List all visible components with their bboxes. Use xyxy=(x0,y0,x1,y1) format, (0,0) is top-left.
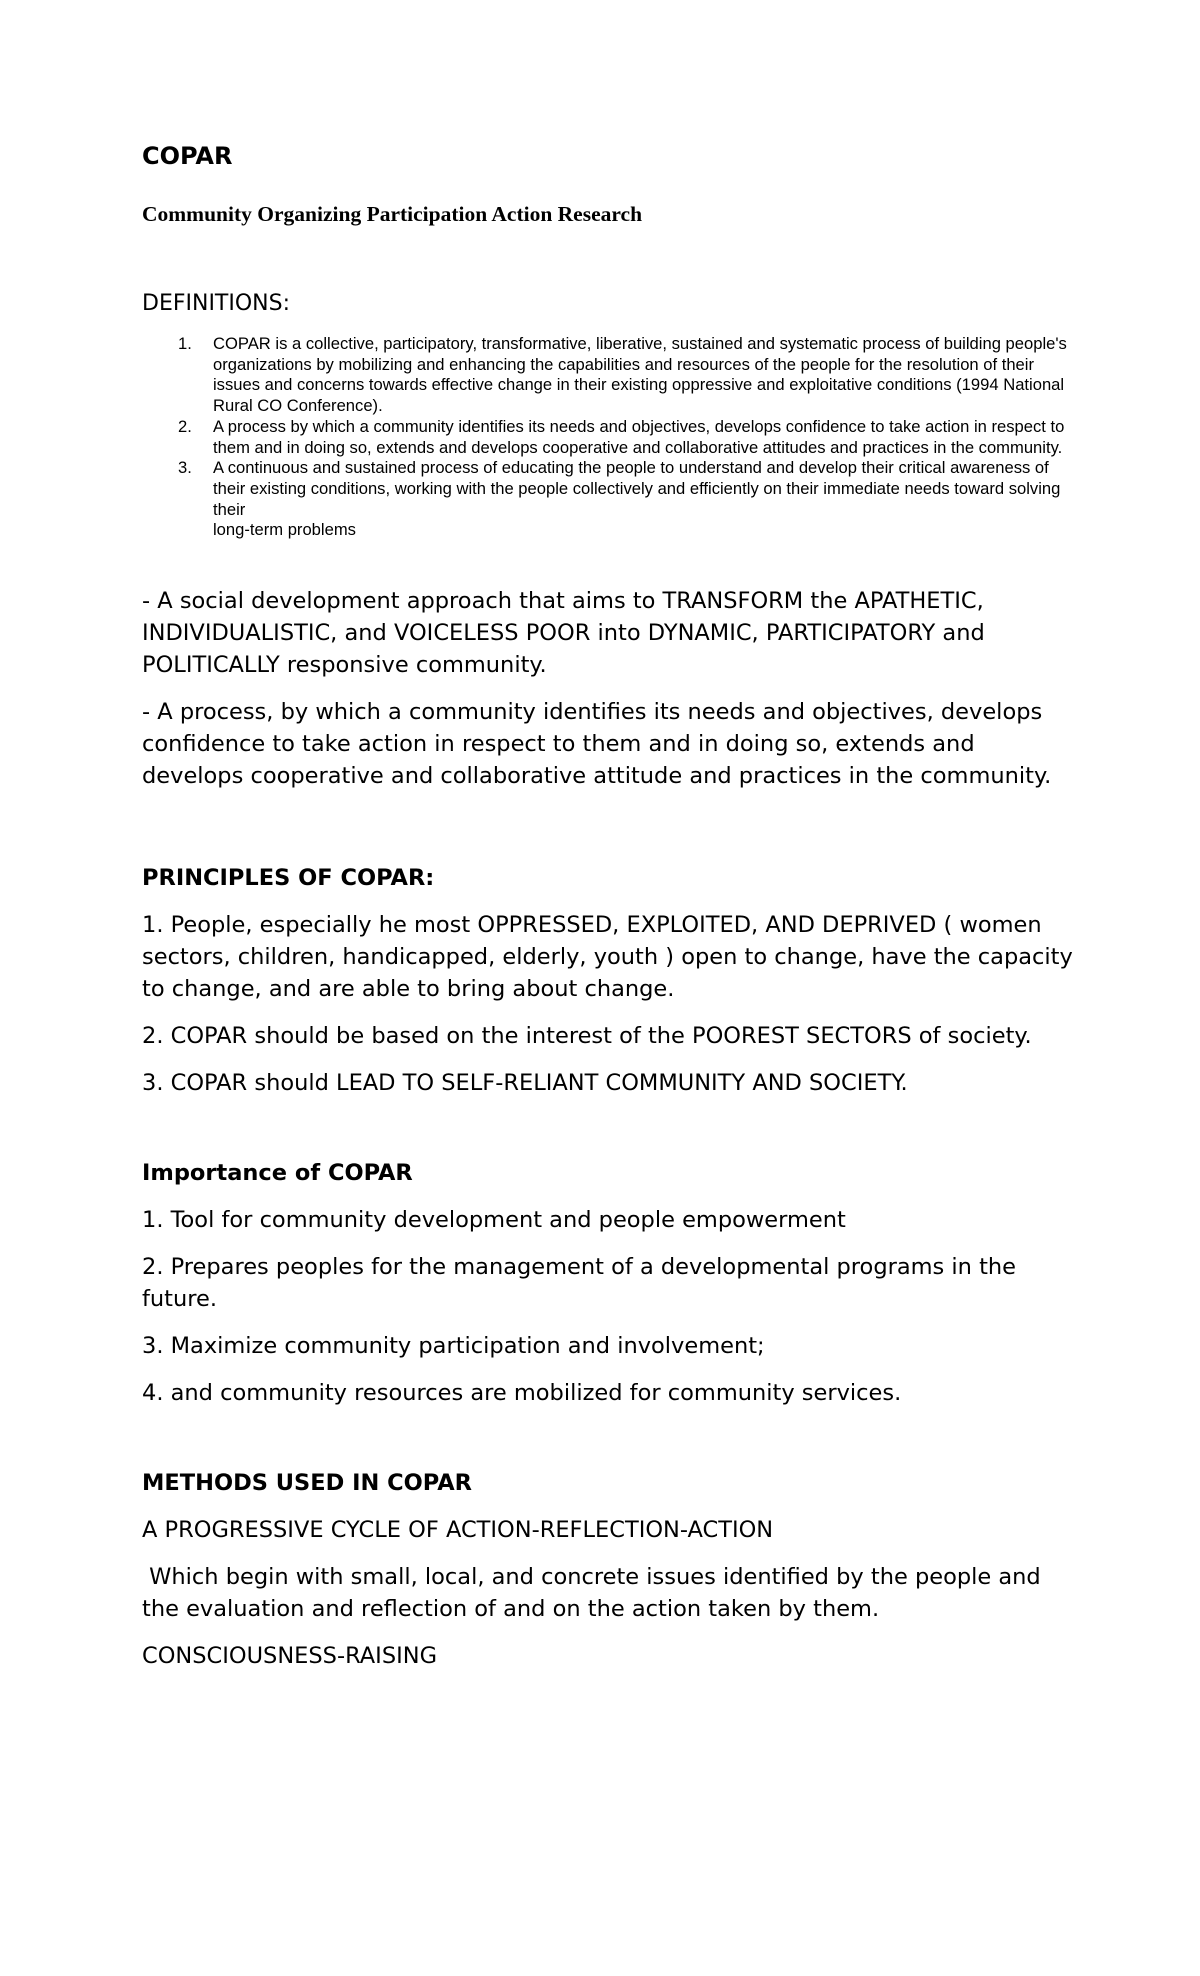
definition-text: COPAR is a collective, participatory, transformative, liberative, sustained and systematic process of building people's organizations by mobilizing and enhancing the capabilities and resources of the people for the resolution of their issues and concerns towards effective change in their existing oppressive and exploitative conditions (1994 National Rural CO Conference). xyxy=(213,334,1067,416)
principle-item: 2. COPAR should be based on the interest of the POOREST SECTORS of society. xyxy=(142,1023,1032,1050)
methods-next-heading: CONSCIOUSNESS-RAISING xyxy=(142,1643,438,1670)
definition-number: 3. xyxy=(178,458,192,478)
importance-item: 1. Tool for community development and people empowerment xyxy=(142,1207,846,1234)
definition-text: A continuous and sustained process of educating the people to understand and develop their critical awareness of their existing conditions, working with the people collectively and efficiently on their immediate needs toward solving their xyxy=(213,458,1061,519)
methods-heading: METHODS USED IN COPAR xyxy=(142,1470,472,1497)
definition-text: A process by which a community identifies its needs and objectives, develops confidence to take action in respect to them and in doing so, extends and develops cooperative and collaborative attitudes and practices in the community. xyxy=(213,416,1065,457)
description-paragraph: - A process, by which a community identifies its needs and objectives, develops confidence to take action in respect to them and in doing so, extends and develops cooperative and collaborative attitude and practices in the community. xyxy=(142,699,1052,790)
definitions-heading: DEFINITIONS: xyxy=(142,291,291,316)
principle-item: 1. People, especially he most OPPRESSED, EXPLOITED, AND DEPRIVED ( women sectors, children, handicapped, elderly, youth ) open to change, have the capacity to change, and are able to bring about change. xyxy=(142,912,1073,1003)
definition-item xyxy=(142,334,1082,417)
descriptions-block xyxy=(142,585,1082,792)
principles-heading: PRINCIPLES OF COPAR: xyxy=(142,865,435,892)
definition-text-continuation: long-term problems xyxy=(213,520,356,540)
definition-item xyxy=(142,417,1082,458)
principles-list xyxy=(142,909,1082,1099)
document-page xyxy=(142,138,1082,1687)
definitions-list xyxy=(142,334,1082,541)
importance-list xyxy=(142,1204,1082,1409)
principle-item: 3. COPAR should LEAD TO SELF-RELIANT COMMUNITY AND SOCIETY. xyxy=(142,1070,908,1097)
methods-subheading: A PROGRESSIVE CYCLE OF ACTION-REFLECTION-ACTION xyxy=(142,1517,774,1544)
importance-item: 4. and community resources are mobilized for community services. xyxy=(142,1380,902,1407)
definition-number: 2. xyxy=(178,416,192,436)
definition-number: 1. xyxy=(178,334,192,353)
document-title: COPAR xyxy=(142,142,233,170)
importance-item: 3. Maximize community participation and involvement; xyxy=(142,1333,765,1360)
importance-item: 2. Prepares peoples for the management of a developmental programs in the future. xyxy=(142,1254,1017,1313)
methods-description-text: Which begin with small, local, and concrete issues identified by the people and the evaluation and reflection of and on the action taken by them. xyxy=(142,1564,1041,1623)
document-subtitle: Community Organizing Participation Action Research xyxy=(142,202,643,226)
methods-block xyxy=(142,1514,1082,1672)
importance-heading: Importance of COPAR xyxy=(142,1160,413,1187)
methods-description xyxy=(142,1561,1082,1625)
definition-item xyxy=(142,458,1082,541)
description-paragraph: - A social development approach that aims to TRANSFORM the APATHETIC, INDIVIDUALISTIC, and VOICELESS POOR into DYNAMIC, PARTICIPATORY and POLITICALLY responsive community. xyxy=(142,588,985,679)
